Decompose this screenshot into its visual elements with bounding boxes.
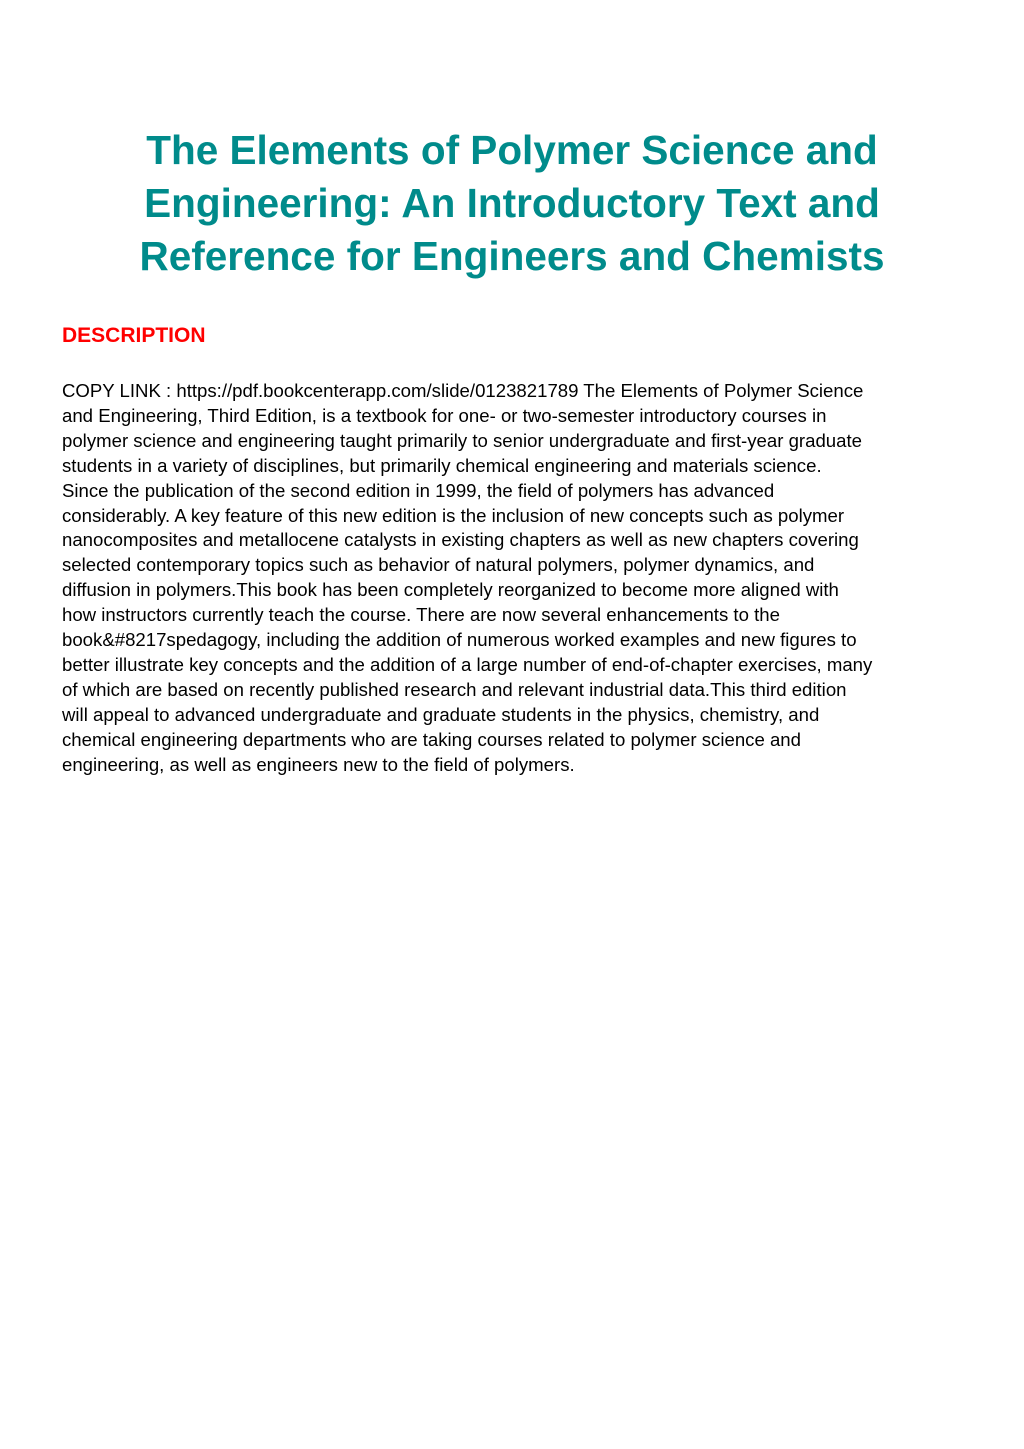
description-line: nanocomposites and metallocene catalysts in existing chapters as well as new chapters covering [62,529,859,551]
description-line: engineering, as well as engineers new to the field of polymers. [62,753,575,775]
description-line: Since the publication of the second edition in 1999, the field of polymers has advanced [62,479,775,501]
title-line: Engineering: An Introductory Text and [144,180,880,226]
description-line: students in a variety of disciplines, but primarily chemical engineering and materials science. [62,454,822,476]
description-line: polymer science and engineering taught primarily to senior undergraduate and first-year graduate [62,429,862,451]
description-line: better illustrate key concepts and the addition of a large number of end-of-chapter exercises, many [62,653,873,675]
description-line: and Engineering, Third Edition, is a textbook for one- or two-semester introductory courses in [62,404,827,426]
description-line: selected contemporary topics such as behavior of natural polymers, polymer dynamics, and [62,554,815,576]
description-line: diffusion in polymers.This book has been completely reorganized to become more aligned with [62,579,839,601]
description-line: of which are based on recently published research and relevant industrial data.This third edition [62,678,847,700]
description-line: will appeal to advanced undergraduate and graduate students in the physics, chemistry, and [62,703,820,725]
description-line: considerably. A key feature of this new edition is the inclusion of new concepts such as polymer [62,504,845,526]
title-line: The Elements of Polymer Science and [146,127,878,173]
document-title [62,124,962,283]
title-line: Reference for Engineers and Chemists [139,233,885,279]
description-line: how instructors currently teach the course. There are now several enhancements to the [62,604,780,626]
description-line: COPY LINK : https://pdf.bookcenterapp.com/slide/0123821789 The Elements of Polymer Science [62,380,864,401]
description-line: book&#8217spedagogy, including the addition of numerous worked examples and new figures to [62,629,857,651]
description-line: chemical engineering departments who are taking courses related to polymer science and [62,728,801,750]
description-heading: DESCRIPTION [62,324,206,347]
description-text [62,379,972,778]
